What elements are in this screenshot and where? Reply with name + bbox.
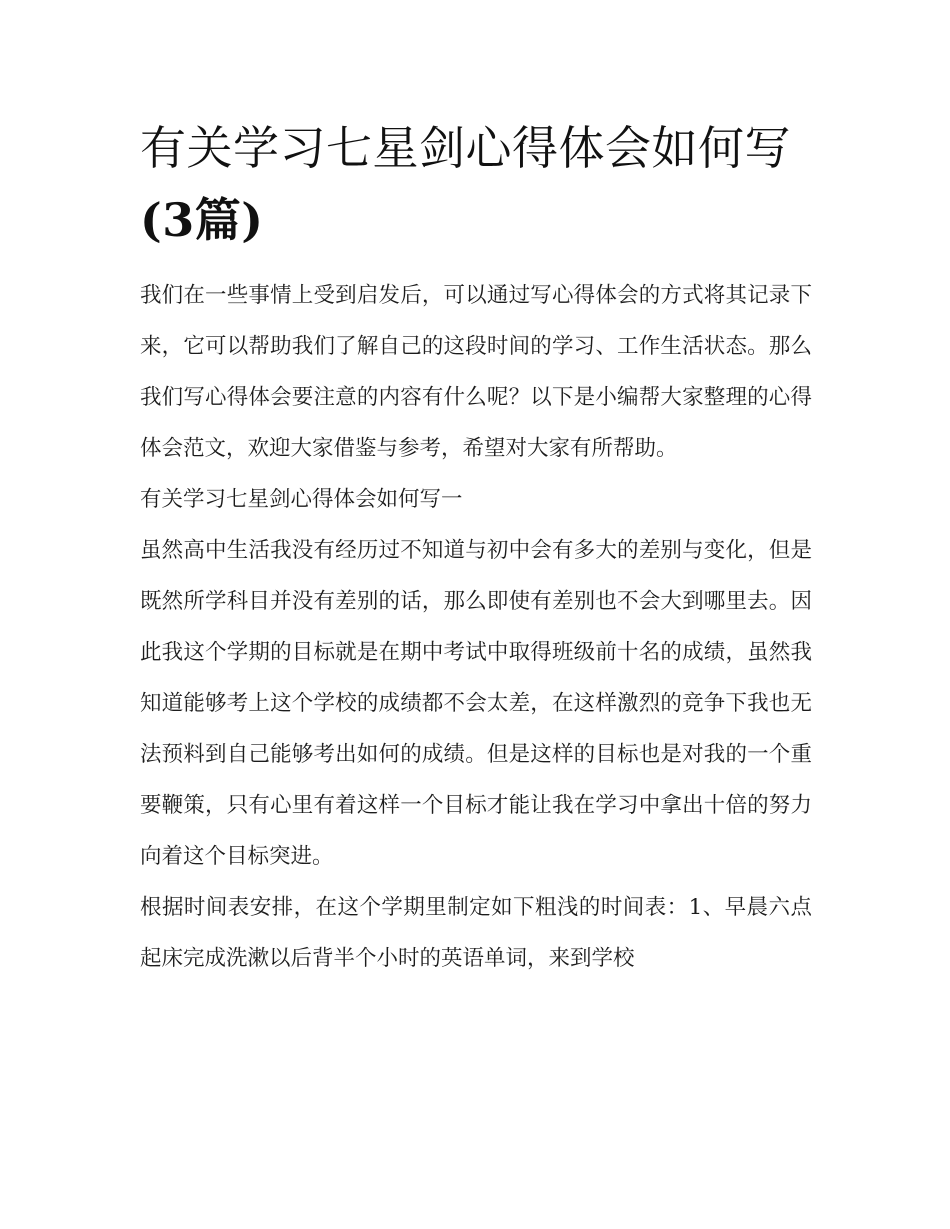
- body-paragraph: 虽然高中生活我没有经历过不知道与初中会有多大的差别与变化，但是既然所学科目并没有差别的话，那么即使有差别也不会大到哪里去。因此我这个学期的目标就是在期中考试中取得班级前十名的成绩，虽然我知道能够考上这个学校的成绩都不会太差，在这样激烈的竞争下我也无法预料到自己能够考出如何的成绩。但是这样的目标也是对我的一个重要鞭策，只有心里有着这样一个目标才能让我在学习中拿出十倍的努力向着这个目标突进。: [140, 538, 812, 869]
- intro-paragraph: 我们在一些事情上受到启发后，可以通过写心得体会的方式将其记录下来，它可以帮助我们了解自己的这段时间的学习、工作生活状态。那么我们写心得体会要注意的内容有什么呢？以下是小编帮大家整理的心得体会范文，欢迎大家借鉴与参考，希望对大家有所帮助。: [140, 283, 812, 461]
- title-count: (3篇): [140, 193, 264, 247]
- document-body: [140, 112, 812, 984]
- document-title: [140, 112, 812, 256]
- body-paragraph: 根据时间表安排，在这个学期里制定如下粗浅的时间表：1、早晨六点起床完成洗漱以后背半个小时的英语单词，来到学校: [140, 895, 812, 971]
- section-heading: 有关学习七星剑心得体会如何写一: [140, 487, 463, 512]
- title-main: 有关学习七星剑心得体会如何写: [140, 121, 791, 175]
